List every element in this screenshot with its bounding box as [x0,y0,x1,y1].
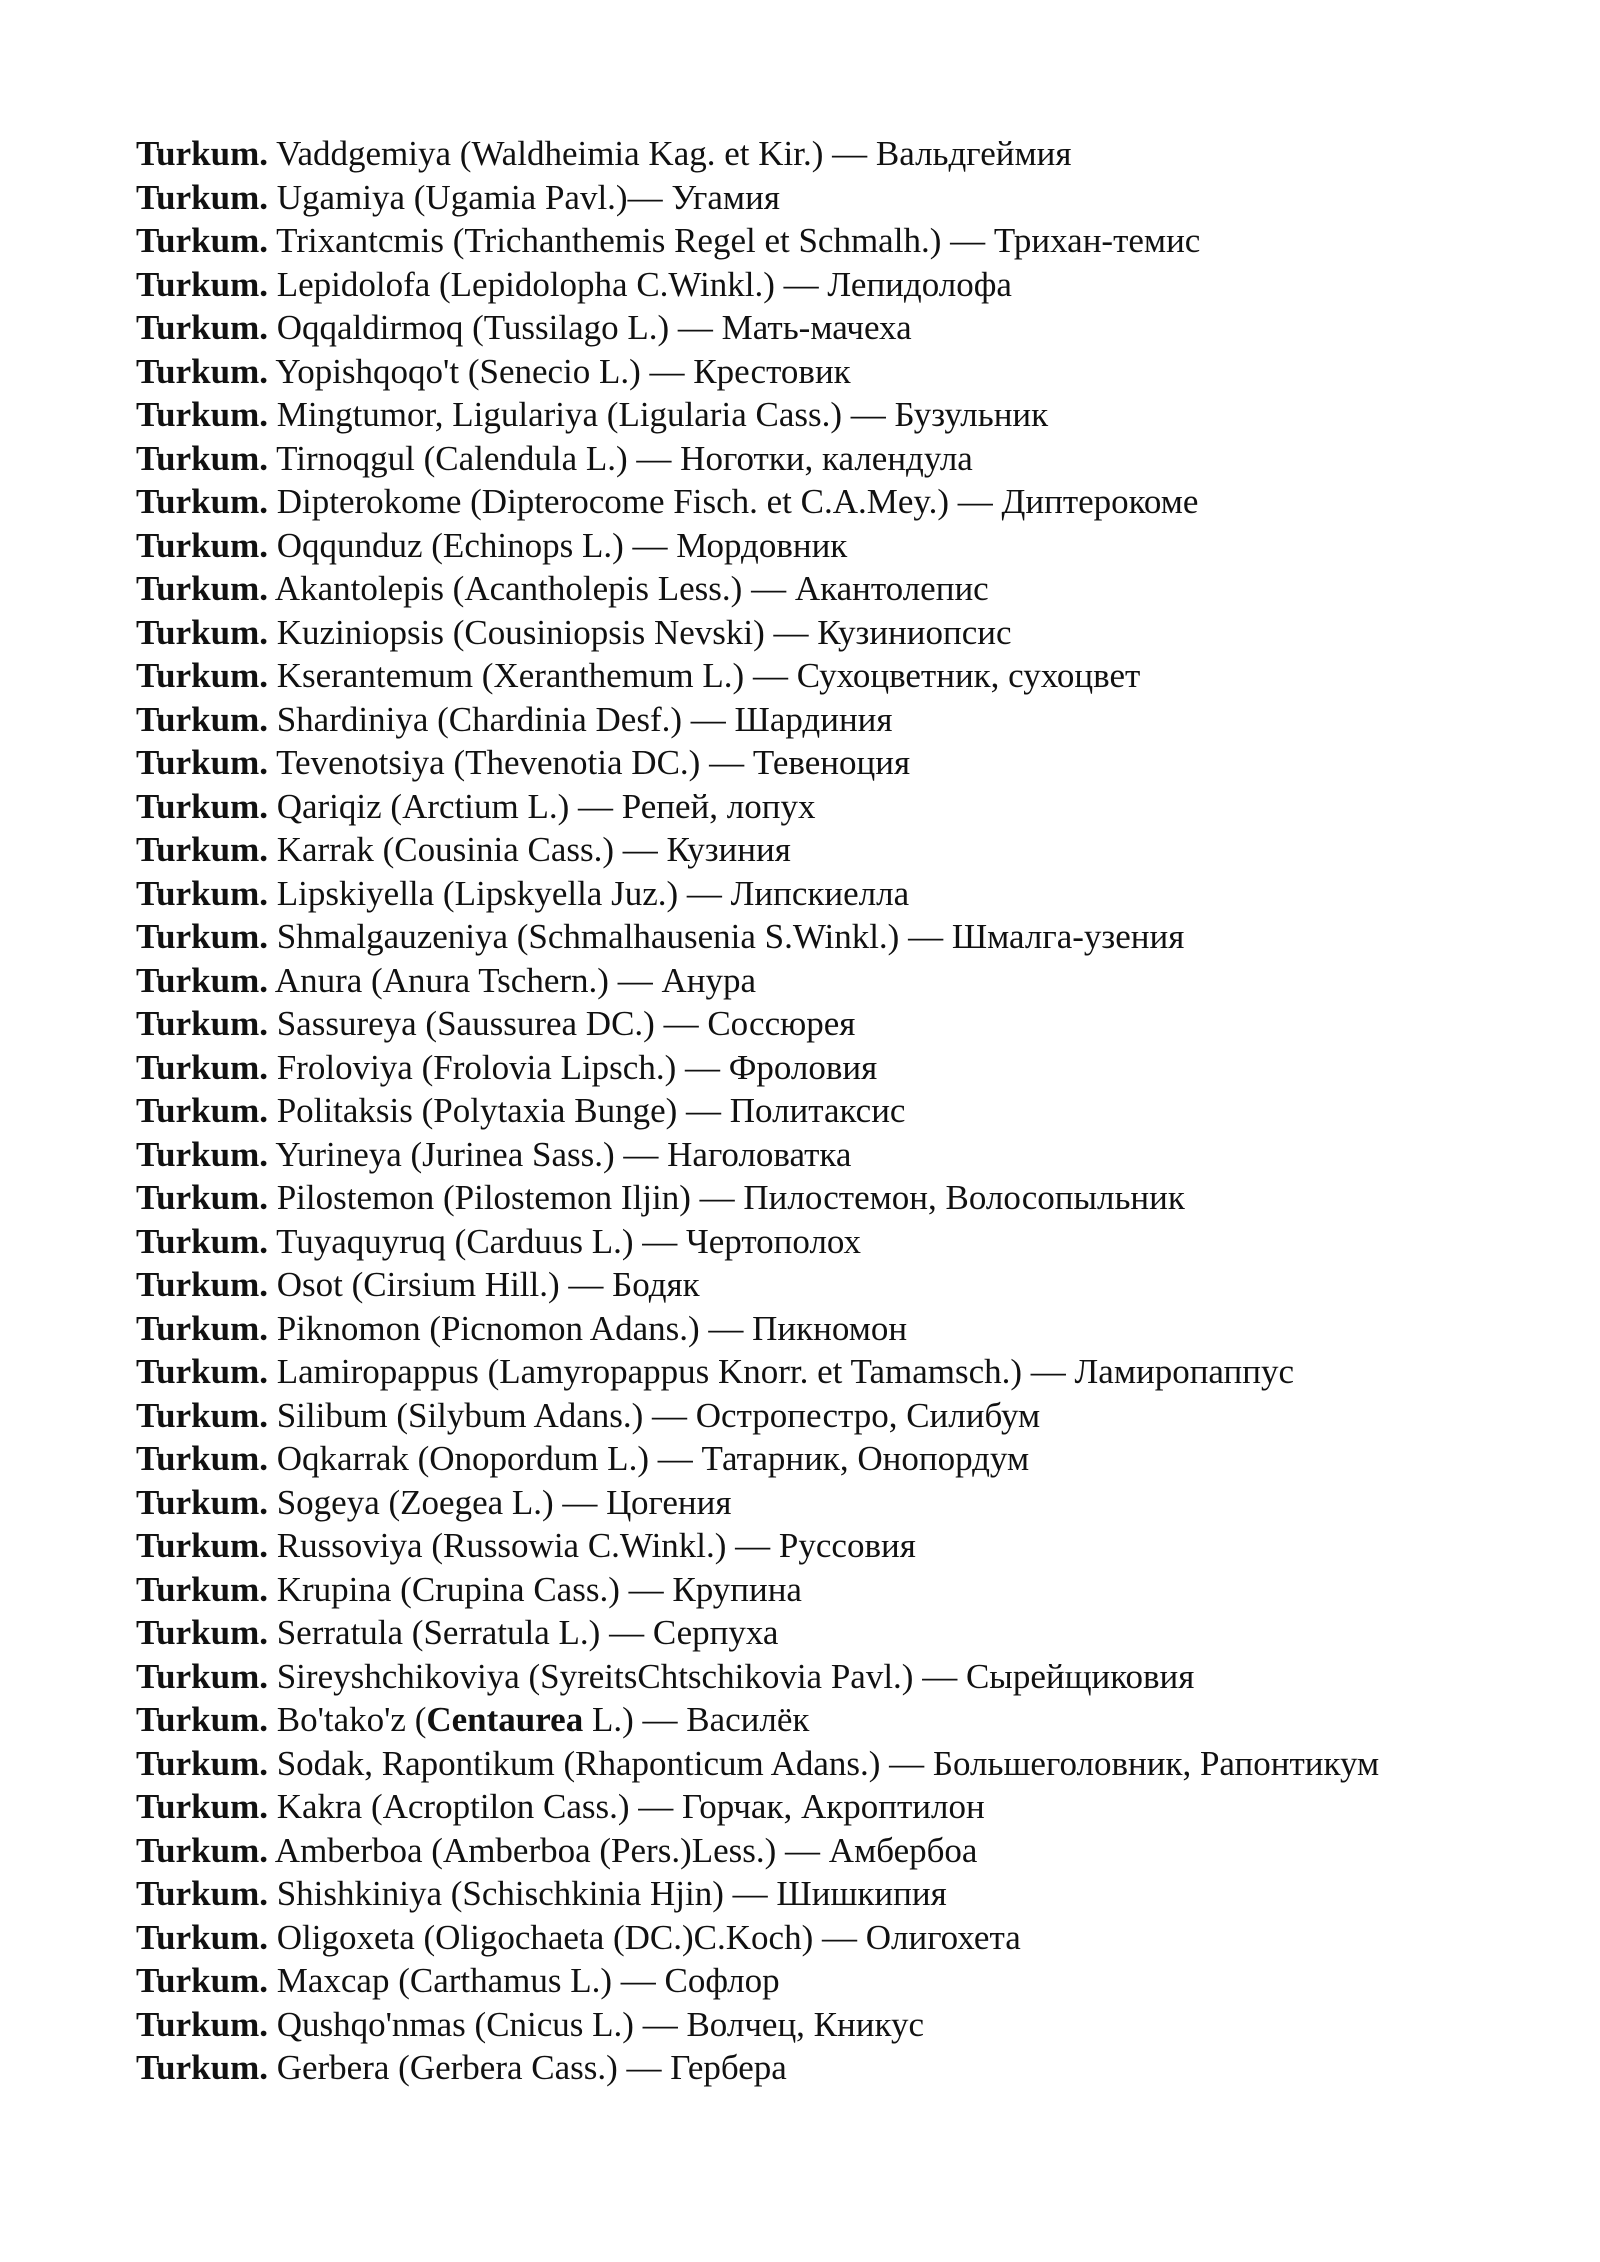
entry-label: Turkum. [136,177,268,217]
entry-line [136,1698,1536,1742]
entry-line [136,1176,1536,1220]
entry-line [136,1568,1536,1612]
entry-text: Sassureya (Saussurea DC.) — Соссюрея [276,1004,856,1043]
entry-line [136,437,1536,481]
entry-line [136,1872,1536,1916]
entry-line [136,1655,1536,1699]
entry-text: Kserantemum (Xeranthemum L.) — Сухоцветник, сухоцвет [276,656,1141,695]
entry-text: Lipskiyella (Lipskyella Juz.) — Липскиелла [276,873,910,913]
entry-label: Turkum. [136,264,268,304]
entry-label: Turkum. [136,1395,268,1435]
entry-line [136,219,1536,263]
entry-label: Turkum. [136,786,268,826]
entry-line [136,524,1536,568]
entry-label: Turkum. [136,1874,268,1913]
entry-text: Osot (Cirsium Hill.) — Бодяк [276,1265,700,1304]
entry-line [136,1307,1536,1351]
entry-text: Sireyshchikoviya (SyreitsChtschikovia Pavl.) — Сырейщиковия [276,1656,1195,1696]
entry-line [136,1437,1536,1481]
entry-label: Turkum. [136,1961,268,2000]
entry-label: Turkum. [136,1221,268,1261]
entry-label: Turkum. [136,221,268,260]
entry-line [136,828,1536,872]
entry-label: Turkum. [136,1178,268,1217]
entry-label: Turkum. [136,1004,268,1043]
entry-line [136,1133,1536,1177]
entry-label: Turkum. [136,1526,268,1565]
entry-label: Turkum. [136,569,268,608]
entry-line [136,1263,1536,1307]
entry-line [136,1350,1536,1394]
entry-line [136,872,1536,916]
entry-text: Tuyaquyruq (Carduus L.) — Чертополох [276,1221,862,1261]
entry-line [136,132,1536,176]
entry-line [136,915,1536,959]
entry-line [136,1524,1536,1568]
entry-line [136,176,1536,220]
entry-text: Qariqiz (Arctium L.) — Репей, лопух [276,786,816,826]
entry-line [136,698,1536,742]
entry-label: Turkum. [136,134,268,173]
entry-label: Turkum. [136,2004,268,2044]
entry-text: Kuziniopsis (Cousiniopsis Nevski) — Кузиниопсис [276,612,1012,652]
entry-text: Oqqaldirmoq (Tussilago L.) — Мать-мачеха [276,308,912,347]
entry-text: Oqqunduz (Echinops L.) — Мордовник [276,525,848,565]
entry-label: Turkum. [136,873,268,913]
entry-line [136,263,1536,307]
entry-label: Turkum. [136,1308,268,1348]
entry-text-after: L.) — Василёк [583,1700,810,1739]
entry-line [136,785,1536,829]
entry-text: Mingtumor, Ligulariya (Ligularia Cass.) — Бузульник [276,395,1049,434]
entry-text: Tevenotsiya (Thevenotia DC.) — Тевеноция [276,743,911,782]
entry-label: Turkum. [136,1134,268,1174]
entry-label: Turkum. [136,1656,268,1696]
entry-label: Turkum. [136,351,268,391]
entry-text: Shishkiniya (Schischkinia Hjin) — Шишкипия [276,1874,947,1913]
entry-label: Turkum. [136,1787,268,1826]
entry-label: Turkum. [136,1700,268,1739]
entry-line [136,1611,1536,1655]
entry-line [136,567,1536,611]
entry-text: Tirnoqgul (Calendula L.) — Ноготки, календула [276,438,973,478]
entry-text: Oqkarrak (Onopordum L.) — Татарник, Онопордум [276,1439,1030,1478]
entry-text: Anura (Anura Tschern.) — Анура [274,960,756,1000]
entry-label: Turkum. [136,438,268,478]
entry-line [136,1829,1536,1873]
entry-line [136,1002,1536,1046]
entry-label: Turkum. [136,395,268,434]
entry-line [136,480,1536,524]
entry-text: Ugamiya (Ugamia Pavl.)— Угамия [276,177,780,217]
entry-text: Froloviya (Frolovia Lipsch.) — Фроловия [276,1047,878,1087]
entry-line [136,611,1536,655]
entry-line [136,2046,1536,2090]
entry-label: Turkum. [136,699,268,739]
entry-label: Turkum. [136,1091,268,1130]
entry-label: Turkum. [136,960,268,1000]
entry-label: Turkum. [136,917,268,956]
entry-line [136,654,1536,698]
entry-line [136,1046,1536,1090]
entry-label: Turkum. [136,656,268,695]
entry-text: Yopishqoqo't (Senecio L.) — Крестовик [275,351,851,391]
entry-label: Turkum. [136,1352,268,1391]
entry-line [136,959,1536,1003]
entry-text: Trixantcmis (Trichanthemis Regel et Schmalh.) — Трихан-темис [276,221,1201,260]
entry-label: Turkum. [136,482,268,521]
entry-text: Yurineya (Jurinea Sass.) — Наголоватка [275,1134,852,1174]
entry-line [136,741,1536,785]
entry-line [136,1089,1536,1133]
entry-label: Turkum. [136,830,268,869]
entry-text: Oligoxeta (Oligochaeta (DC.)C.Koch) — Олигохета [276,1917,1021,1957]
entry-text: Russoviya (Russowia C.Winkl.) — Руссовия [276,1526,916,1565]
entry-text: Qushqo'nmas (Cnicus L.) — Волчец, Кникус [276,2004,925,2044]
entry-label: Turkum. [136,1047,268,1087]
entry-line [136,350,1536,394]
entry-text: Kakra (Acroptilon Cass.) — Горчак, Акроптилон [276,1787,985,1826]
entry-text: Amberboa (Amberboa (Pers.)Less.) — Амбербоа [274,1830,978,1870]
entry-text: Dipterokome (Dipterocome Fisch. et C.A.Mey.) — Диптерокоме [276,482,1199,521]
entry-text: Pilostemon (Pilostemon Iljin) — Пилостемон, Волосопыльник [276,1178,1185,1217]
entry-label: Turkum. [136,1917,268,1957]
document-page [136,132,1536,2090]
entry-line [136,1394,1536,1438]
entry-label: Turkum. [136,612,268,652]
entry-line [136,1220,1536,1264]
entry-line [136,1916,1536,1960]
entry-text: Gerbera (Gerbera Cass.) — Гербера [276,2048,787,2087]
entry-label: Turkum. [136,1265,268,1304]
entry-label: Turkum. [136,2048,268,2087]
entry-label: Turkum. [136,1569,268,1609]
entry-text: Sodak, Rapontikum (Rhaponticum Adans.) — Большеголовник, Рапонтикум [276,1743,1380,1783]
entry-line [136,2003,1536,2047]
entry-line [136,1959,1536,2003]
entry-text: Piknomon (Picnomon Adans.) — Пикномон [276,1308,908,1348]
entry-text: Krupina (Crupina Cass.) — Крупина [276,1569,802,1609]
entry-label: Turkum. [136,308,268,347]
entry-line [136,306,1536,350]
entry-text-bold: Centaurea [426,1700,584,1739]
entry-line [136,1481,1536,1525]
entry-text: Silibum (Silybum Adans.) — Остропестро, Силибум [276,1395,1041,1435]
entry-text: Shmalgauzeniya (Schmalhausenia S.Winkl.) — Шмалга-узения [276,917,1185,956]
entry-label: Turkum. [136,1613,268,1652]
entry-text: Shardiniya (Chardinia Desf.) — Шардиния [276,699,893,739]
entry-text: Lepidolofa (Lepidolopha C.Winkl.) — Лепидолофа [276,264,1012,304]
entry-label: Turkum. [136,1439,268,1478]
entry-text: Sogeya (Zoegea L.) — Цогения [276,1482,732,1522]
entry-text: Vaddgemiya (Waldheimia Kag. et Kir.) — Вальдгеймия [276,134,1072,173]
entry-line [136,393,1536,437]
entry-text-before: Bo'tako'z ( [276,1700,427,1739]
entry-text: Serratula (Serratula L.) — Серпуха [276,1613,779,1652]
entry-label: Turkum. [136,1743,268,1783]
entry-text: Lamiropappus (Lamyropappus Knorr. et Tamamsch.) — Ламиропаппус [276,1352,1294,1391]
entry-text: Akantolepis (Acantholepis Less.) — Акантолепис [274,569,989,608]
entry-text: Politaksis (Polytaxia Bunge) — Политаксис [276,1091,906,1130]
entry-line [136,1785,1536,1829]
entry-label: Turkum. [136,1482,268,1522]
entry-text: Maxcap (Carthamus L.) — Софлор [276,1961,780,2000]
entry-line [136,1742,1536,1786]
entry-text: Karrak (Cousinia Cass.) — Кузиния [276,830,791,869]
entry-label: Turkum. [136,1830,268,1870]
entry-label: Turkum. [136,743,268,782]
entry-label: Turkum. [136,525,268,565]
